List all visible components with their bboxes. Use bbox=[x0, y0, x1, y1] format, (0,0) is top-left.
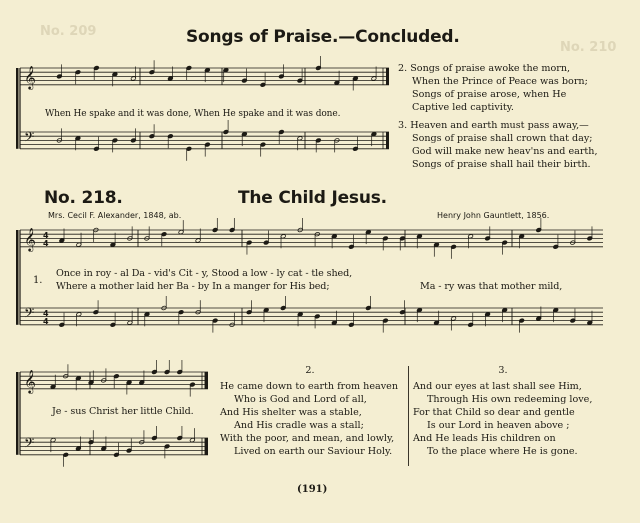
verse-number: 3. bbox=[498, 365, 508, 376]
time-signature: 4 bbox=[43, 239, 49, 248]
page-number: (191) bbox=[297, 484, 328, 495]
treble-clef: 𝄞 bbox=[24, 227, 36, 251]
hymn-lyric-line3: Je - sus Christ her little Child. bbox=[52, 406, 194, 417]
hymn-lyric-line1: Once in roy - al Da - vid's Cit - y, Stood a low - ly cat - tle shed, bbox=[56, 268, 353, 279]
top-verse-3 bbox=[398, 119, 598, 171]
verse-line: Through His own redeeming love, bbox=[427, 394, 593, 405]
hymn-number: No. 218. bbox=[44, 188, 123, 208]
hymn-composer: Henry John Gauntlett, 1856. bbox=[437, 211, 550, 220]
show-through-right: No. 210 bbox=[560, 40, 617, 55]
verse-line: And He leads His children on bbox=[413, 433, 556, 444]
final-bar bbox=[386, 68, 389, 85]
verse-line: Songs of praise awoke the morn, bbox=[410, 63, 571, 74]
verse-line: Songs of praise arose, when He bbox=[412, 89, 567, 100]
verse-line: And His cradle was a stall; bbox=[234, 420, 364, 431]
verse-line: Lived on earth our Saviour Holy. bbox=[234, 446, 393, 457]
time-signature: 4 bbox=[43, 309, 49, 318]
hymn-lyric-line2: Where a mother laid her Ba - by In a manger for His bed; bbox=[56, 281, 330, 292]
verse-line: To the place where He is gone. bbox=[427, 446, 578, 457]
show-through-left: No. 209 bbox=[40, 24, 97, 39]
hymn-verse-2 bbox=[220, 364, 400, 458]
hymn-author: Mrs. Cecil F. Alexander, 1848, ab. bbox=[48, 211, 182, 220]
verse-line: When the Prince of Peace was born; bbox=[412, 76, 588, 87]
hymn-lyric-line2b: Ma - ry was that mother mild, bbox=[420, 281, 563, 292]
verse-number: 2. bbox=[398, 63, 408, 74]
final-bar bbox=[205, 372, 208, 389]
verse-line: Is our Lord in heaven above ; bbox=[427, 420, 570, 431]
verse-line: God will make new heav'ns and earth, bbox=[412, 146, 598, 157]
top-lyric: When He spake and it was done, When He spake and it was done. bbox=[45, 109, 341, 119]
hymn-verse-3 bbox=[413, 364, 593, 458]
treble-clef: 𝄞 bbox=[24, 65, 36, 89]
verse-line: He came down to earth from heaven bbox=[220, 381, 399, 392]
final-bar bbox=[386, 132, 389, 149]
verse-divider bbox=[408, 366, 409, 466]
verse-number: 3. bbox=[398, 120, 408, 131]
treble-clef: 𝄞 bbox=[24, 369, 36, 393]
system-bracket bbox=[16, 230, 19, 325]
top-verse-2 bbox=[398, 62, 588, 114]
verse-line: Songs of praise shall hail their birth. bbox=[412, 159, 591, 170]
bass-clef: 𝄢 bbox=[24, 435, 35, 454]
verse-number: 2. bbox=[305, 365, 315, 376]
verse-line: Heaven and earth must pass away,— bbox=[410, 120, 589, 131]
verse-line: Captive led captivity. bbox=[412, 102, 514, 113]
page-title: Songs of Praise.—Concluded. bbox=[186, 27, 460, 47]
bass-clef: 𝄢 bbox=[24, 129, 35, 148]
verse-line: Who is God and Lord of all, bbox=[234, 394, 367, 405]
verse-line: Songs of praise shall crown that day; bbox=[412, 133, 593, 144]
time-signature: 4 bbox=[43, 317, 49, 326]
system-bracket bbox=[16, 372, 19, 455]
verse-line: And His shelter was a stable, bbox=[220, 407, 362, 418]
time-signature: 4 bbox=[43, 231, 49, 240]
bass-clef: 𝄢 bbox=[24, 305, 35, 324]
verse-line: For that Child so dear and gentle bbox=[413, 407, 575, 418]
system-bracket bbox=[16, 68, 19, 149]
hymn-title: The Child Jesus. bbox=[238, 188, 387, 208]
final-bar bbox=[205, 438, 208, 455]
verse-line: With the poor, and mean, and lowly, bbox=[220, 433, 395, 444]
verse-marker: 1. bbox=[33, 275, 43, 286]
verse-line: And our eyes at last shall see Him, bbox=[413, 381, 582, 392]
